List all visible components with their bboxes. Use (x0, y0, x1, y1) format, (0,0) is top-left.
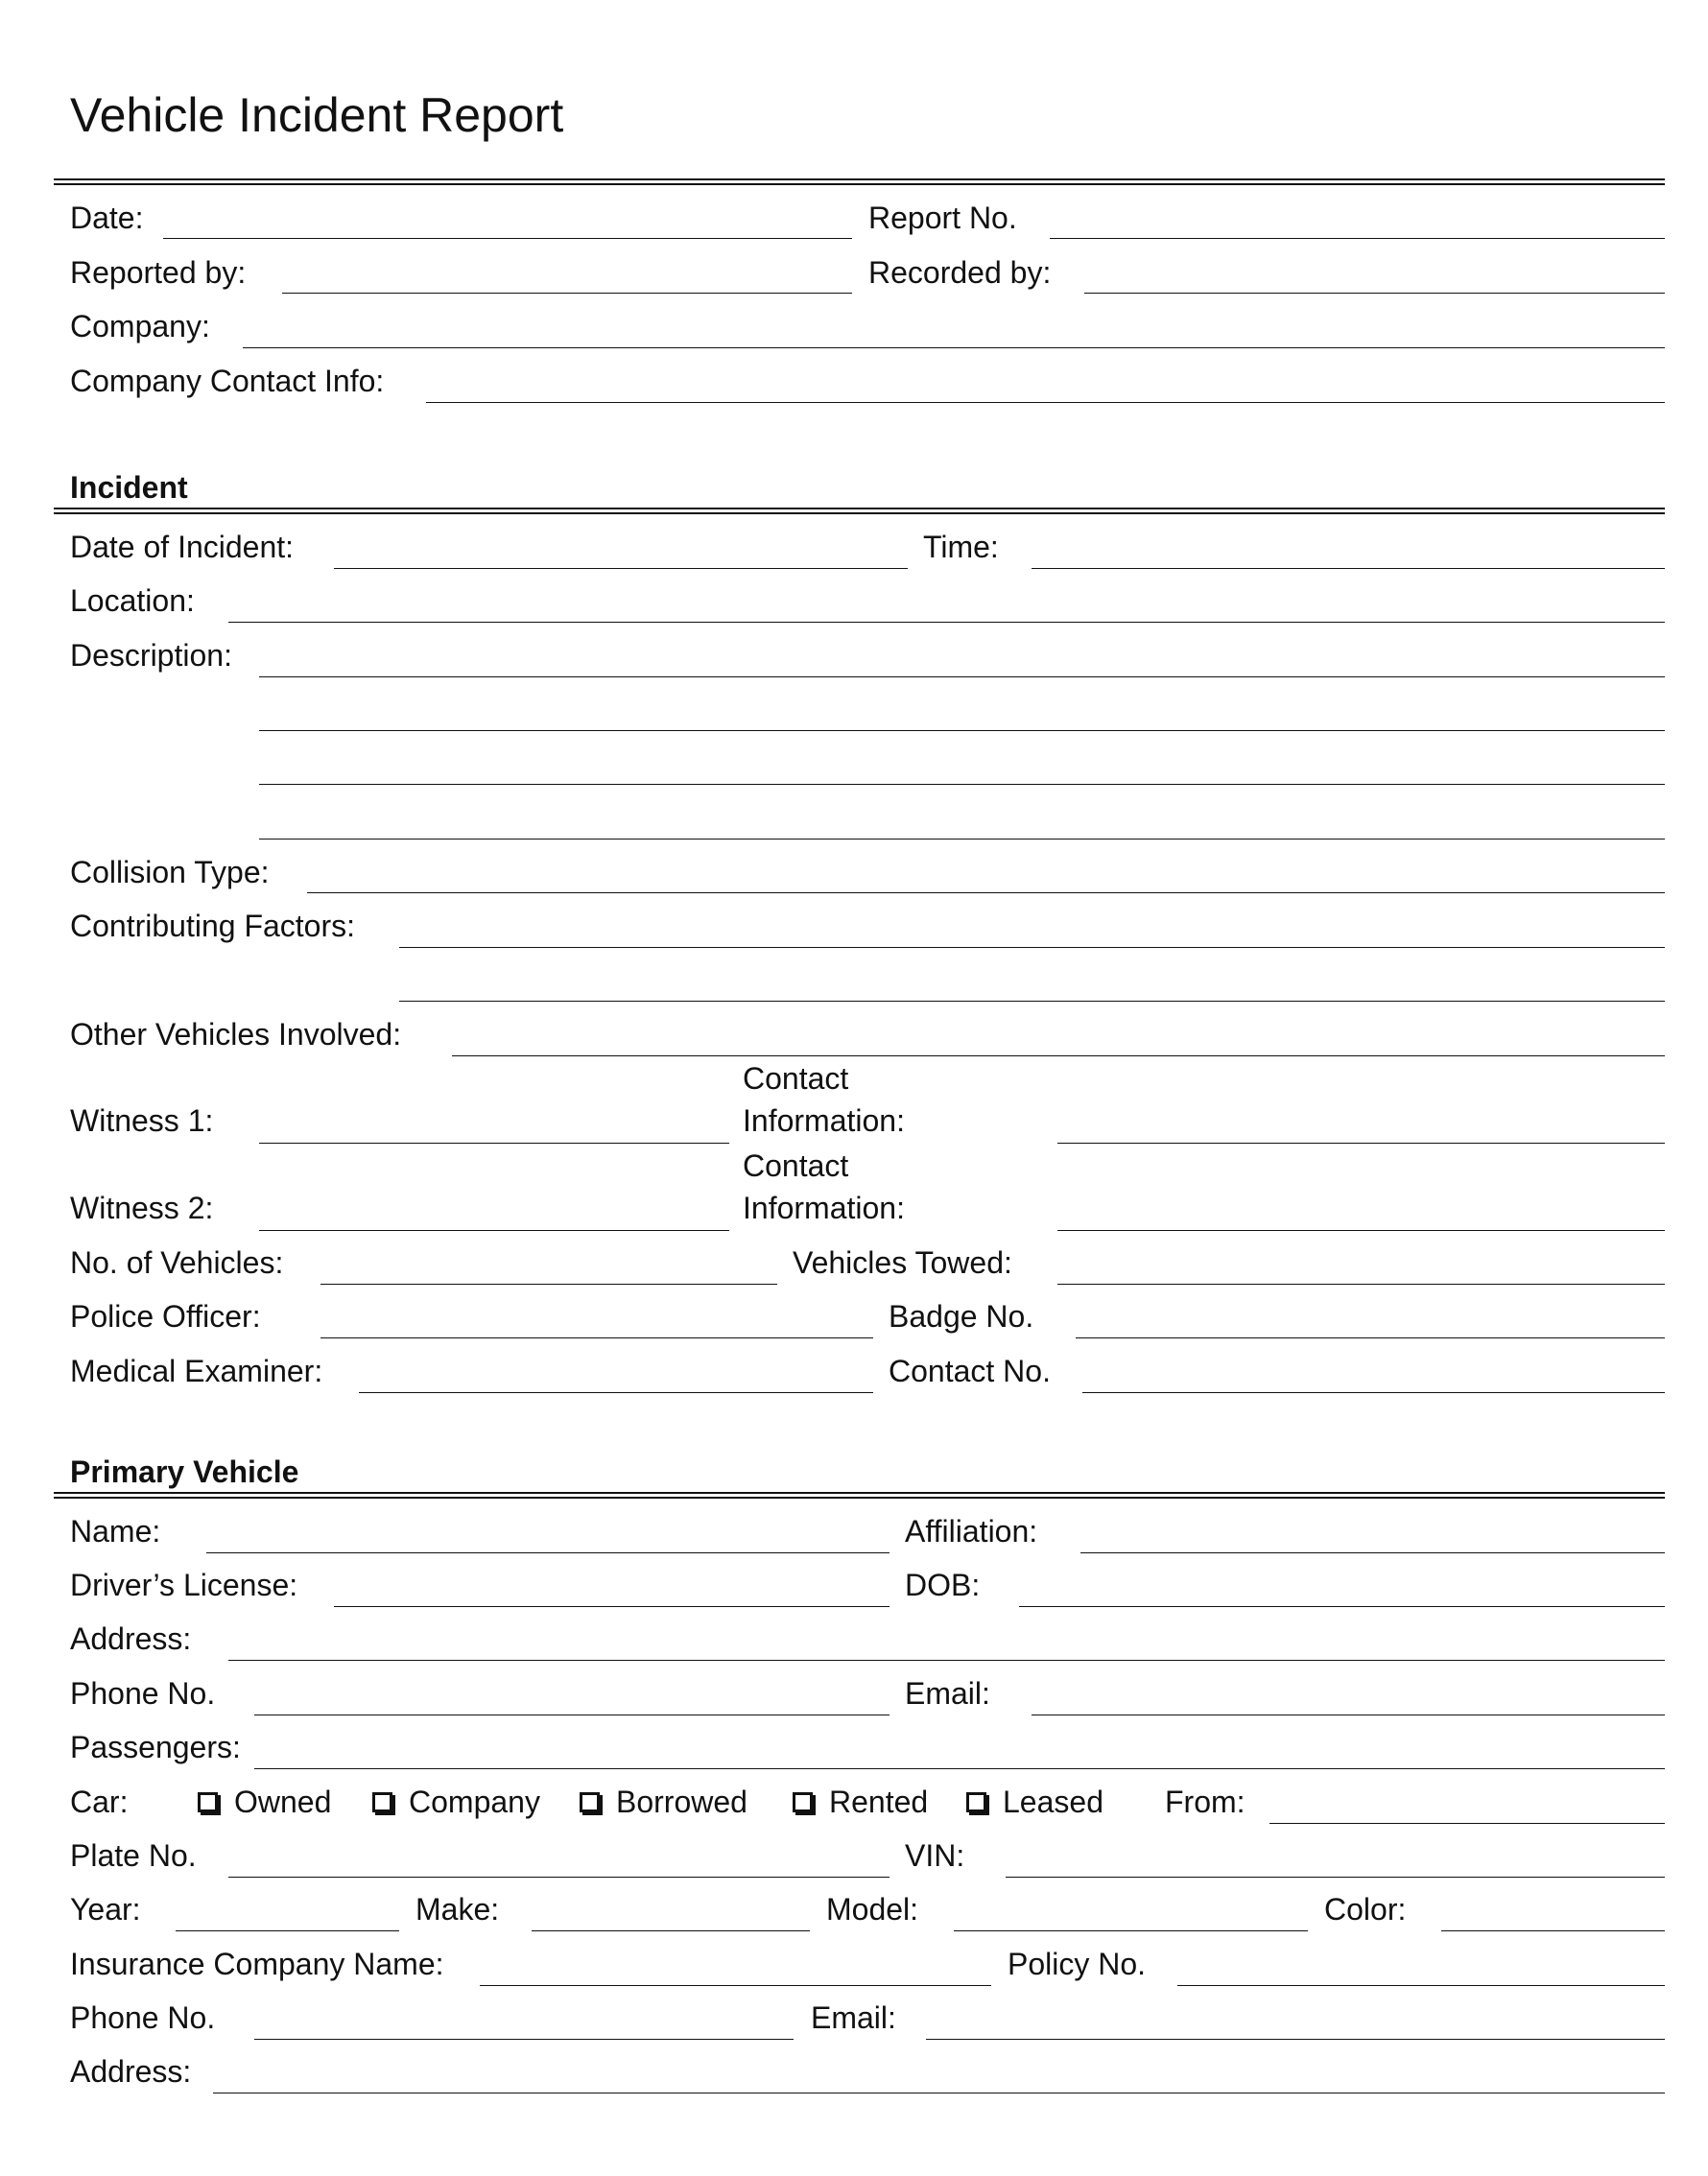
description-field-line[interactable] (259, 784, 1665, 785)
incident-heading: Incident (70, 470, 188, 505)
insurance-phone-no-field[interactable] (254, 2039, 794, 2040)
time-field[interactable] (1032, 568, 1665, 569)
witness-2-contact-label-line1: Contact (743, 1148, 849, 1183)
witness-1-contact-label-line1: Contact (743, 1061, 849, 1096)
date-field[interactable] (163, 238, 852, 239)
contact-no-field[interactable] (1082, 1392, 1665, 1393)
witness-2-contact-field[interactable] (1057, 1230, 1665, 1231)
collision-type-label: Collision Type: (70, 855, 270, 889)
car-label: Car: (70, 1785, 129, 1819)
witness-1-contact-field[interactable] (1057, 1143, 1665, 1144)
medical-examiner-field[interactable] (359, 1392, 873, 1393)
checkbox-icon (966, 1792, 986, 1812)
contributing-factors-field-line[interactable] (399, 1001, 1665, 1002)
reported-by-field[interactable] (282, 293, 852, 294)
color-field[interactable] (1441, 1930, 1665, 1931)
witness-1-label: Witness 1: (70, 1103, 214, 1138)
no-of-vehicles-field[interactable] (320, 1284, 777, 1285)
email-label: Email: (905, 1676, 990, 1711)
contact-no-label: Contact No. (889, 1354, 1051, 1388)
vehicles-towed-field[interactable] (1057, 1284, 1665, 1285)
checkbox-label: Rented (829, 1785, 929, 1819)
collision-type-field[interactable] (307, 892, 1665, 893)
affiliation-label: Affiliation: (905, 1514, 1038, 1549)
name-label: Name: (70, 1514, 161, 1549)
model-label: Model: (826, 1892, 919, 1927)
affiliation-field[interactable] (1080, 1552, 1665, 1553)
witness-2-label: Witness 2: (70, 1191, 214, 1225)
reported-by-label: Reported by: (70, 255, 247, 290)
company-field[interactable] (243, 347, 1665, 348)
car-rented-checkbox[interactable] (793, 1781, 928, 1823)
witness-2-field[interactable] (259, 1230, 729, 1231)
vin-label: VIN: (905, 1838, 965, 1873)
year-field[interactable] (176, 1930, 399, 1931)
dob-label: DOB: (905, 1568, 981, 1602)
description-field-line[interactable] (259, 676, 1665, 677)
contributing-factors-field-line[interactable] (399, 947, 1665, 948)
address-field[interactable] (228, 1660, 1665, 1661)
insurance-company-field[interactable] (480, 1985, 991, 1986)
address-label: Address: (70, 1621, 192, 1656)
no-of-vehicles-label: No. of Vehicles: (70, 1245, 284, 1280)
incident-divider (54, 508, 1665, 514)
plate-no-label: Plate No. (70, 1838, 197, 1873)
vin-field[interactable] (1006, 1877, 1665, 1878)
phone-no-label: Phone No. (70, 1676, 216, 1711)
time-label: Time: (923, 530, 999, 564)
witness-1-field[interactable] (259, 1143, 729, 1144)
checkbox-icon (372, 1792, 392, 1812)
description-field-line[interactable] (259, 730, 1665, 731)
insurance-address-label: Address: (70, 2054, 192, 2089)
recorded-by-field[interactable] (1084, 293, 1665, 294)
location-field[interactable] (228, 622, 1665, 623)
description-field-line[interactable] (259, 839, 1665, 840)
description-label: Description: (70, 638, 232, 673)
make-field[interactable] (532, 1930, 810, 1931)
car-company-checkbox[interactable] (372, 1781, 540, 1823)
model-field[interactable] (954, 1930, 1308, 1931)
color-label: Color: (1324, 1892, 1407, 1927)
dob-field[interactable] (1019, 1606, 1665, 1607)
other-vehicles-label: Other Vehicles Involved: (70, 1017, 402, 1052)
report-no-field[interactable] (1050, 238, 1665, 239)
date-of-incident-label: Date of Incident: (70, 530, 295, 564)
checkbox-icon (580, 1792, 600, 1812)
drivers-license-label: Driver’s License: (70, 1568, 298, 1602)
name-field[interactable] (206, 1552, 890, 1553)
date-of-incident-field[interactable] (334, 568, 908, 569)
checkbox-label: Company (409, 1785, 540, 1819)
location-label: Location: (70, 583, 195, 618)
checkbox-label: Leased (1003, 1785, 1103, 1819)
contributing-factors-label: Contributing Factors: (70, 909, 356, 943)
passengers-field[interactable] (254, 1768, 1665, 1769)
plate-no-field[interactable] (228, 1877, 890, 1878)
insurance-company-label: Insurance Company Name: (70, 1947, 444, 1981)
police-officer-label: Police Officer: (70, 1299, 261, 1334)
company-contact-label: Company Contact Info: (70, 364, 385, 398)
primary-vehicle-divider (54, 1492, 1665, 1499)
recorded-by-label: Recorded by: (868, 255, 1052, 290)
car-borrowed-checkbox[interactable] (580, 1781, 747, 1823)
insurance-phone-no-label: Phone No. (70, 2000, 216, 2035)
year-label: Year: (70, 1892, 141, 1927)
checkbox-label: Owned (234, 1785, 332, 1819)
title-divider (54, 178, 1665, 185)
checkbox-label: Borrowed (616, 1785, 747, 1819)
car-leased-checkbox[interactable] (966, 1781, 1103, 1823)
insurance-email-label: Email: (811, 2000, 896, 2035)
policy-no-field[interactable] (1177, 1985, 1665, 1986)
report-no-label: Report No. (868, 201, 1017, 235)
passengers-label: Passengers: (70, 1730, 241, 1764)
policy-no-label: Policy No. (1008, 1947, 1147, 1981)
vehicles-towed-label: Vehicles Towed: (793, 1245, 1012, 1280)
car-owned-checkbox[interactable] (198, 1781, 331, 1823)
date-label: Date: (70, 201, 144, 235)
company-contact-field[interactable] (426, 402, 1665, 403)
insurance-email-field[interactable] (926, 2039, 1665, 2040)
police-officer-field[interactable] (320, 1337, 873, 1338)
drivers-license-field[interactable] (334, 1606, 890, 1607)
page-title: Vehicle Incident Report (70, 88, 564, 142)
medical-examiner-label: Medical Examiner: (70, 1354, 323, 1388)
badge-no-field[interactable] (1076, 1337, 1665, 1338)
witness-1-contact-label-line2: Information: (743, 1103, 905, 1138)
make-label: Make: (415, 1892, 500, 1927)
from-field[interactable] (1269, 1823, 1665, 1824)
witness-2-contact-label-line2: Information: (743, 1191, 905, 1225)
other-vehicles-field[interactable] (452, 1055, 1665, 1056)
company-label: Company: (70, 309, 210, 343)
checkbox-icon (793, 1792, 813, 1812)
checkbox-icon (198, 1792, 218, 1812)
primary-vehicle-heading: Primary Vehicle (70, 1455, 299, 1489)
from-label: From: (1165, 1785, 1245, 1819)
badge-no-label: Badge No. (889, 1299, 1034, 1334)
